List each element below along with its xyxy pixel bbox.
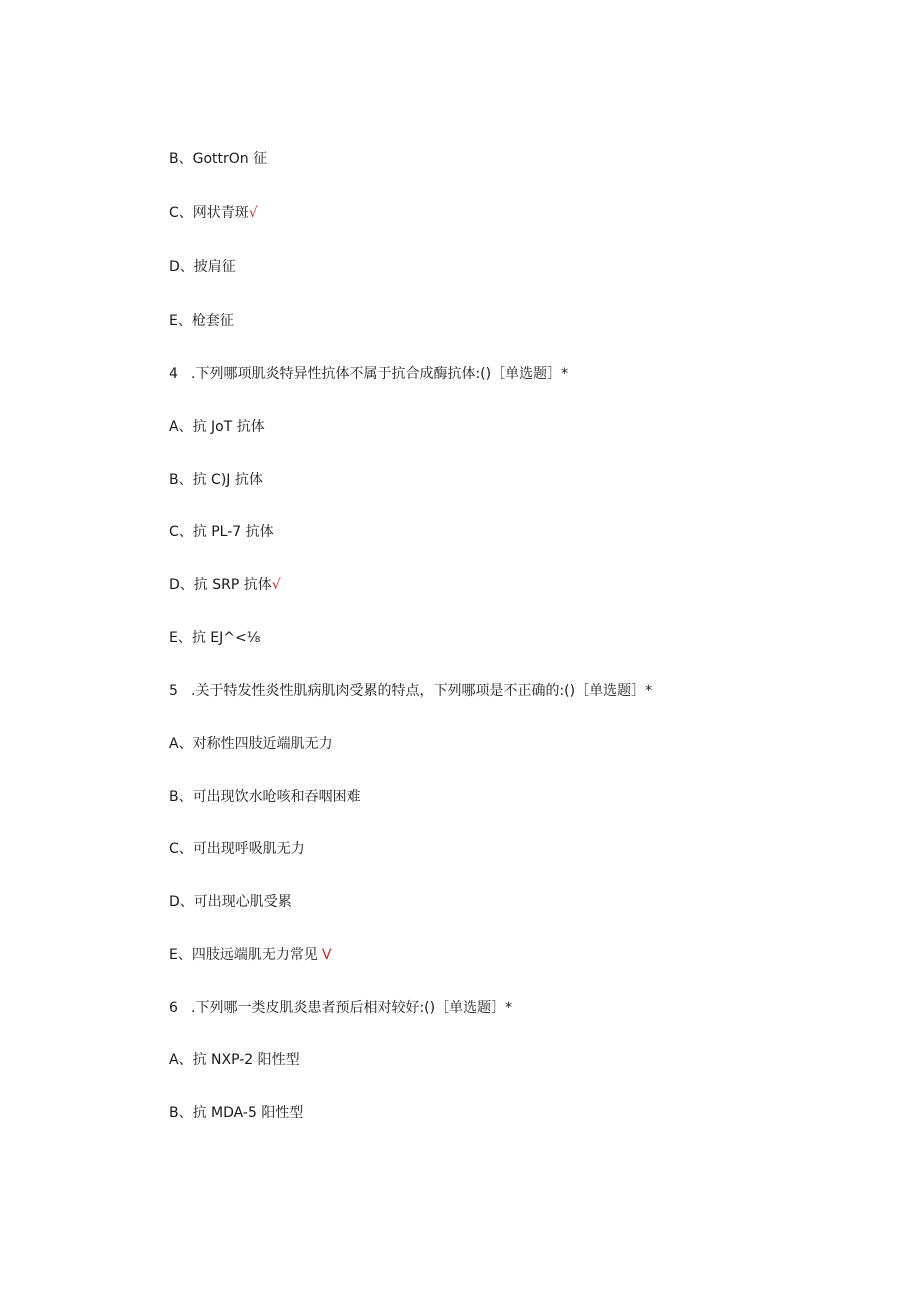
q6-number: 6 [169, 1000, 178, 1016]
q5-option-d [169, 892, 292, 912]
q5-option-a-text: A、对称性四肢近端肌无力 [169, 736, 333, 752]
q5-option-a [169, 734, 333, 754]
q5-number: 5 [169, 683, 178, 699]
q4-option-e-text: E、抗 EJ^<⅛ [169, 630, 261, 646]
correct-answer-checkmark: √ [271, 577, 281, 593]
q4-number: 4 [169, 366, 178, 382]
q4-option-a-text: A、抗 JoT 抗体 [169, 419, 265, 435]
q4-option-d [169, 575, 281, 595]
q4-option-b [169, 470, 263, 490]
q5-option-b [169, 787, 361, 807]
q6-question [169, 998, 512, 1018]
q3-option-c-text: C、网状青斑 [169, 205, 249, 221]
q5-question-text: .关于特发性炎性肌病肌肉受累的特点，下列哪项是不正确的:()［单选题］* [191, 683, 653, 699]
q4-question-text: .下列哪项肌炎特异性抗体不属于抗合成酶抗体:()［单选题］* [191, 366, 569, 382]
q5-option-b-text: B、可出现饮水呛咳和吞咽困难 [169, 789, 361, 805]
q5-option-c-text: C、可出现呼吸肌无力 [169, 841, 305, 857]
q5-option-c [169, 839, 305, 859]
q4-option-c [169, 522, 274, 542]
q5-option-e-text: E、四肢远端肌无力常见 [169, 947, 318, 963]
q3-option-c [169, 203, 258, 223]
q3-option-b [169, 149, 267, 169]
q4-option-e [169, 628, 260, 648]
correct-answer-checkmark: √ [248, 205, 258, 221]
q6-option-a [169, 1050, 300, 1070]
q6-option-b-text: B、抗 MDA-5 阳性型 [169, 1105, 304, 1121]
q5-option-d-text: D、可出现心肌受累 [169, 894, 292, 910]
q4-option-d-text: D、抗 SRP 抗体 [169, 577, 272, 593]
q3-option-d-text: D、披肩征 [169, 259, 236, 275]
q4-option-c-text: C、抗 PL-7 抗体 [169, 524, 274, 540]
q4-question [169, 364, 568, 384]
q6-question-text: .下列哪一类皮肌炎患者预后相对较好:()［单选题］* [191, 1000, 513, 1016]
q4-option-b-text: B、抗 C)J 抗体 [169, 472, 263, 488]
q6-option-a-text: A、抗 NXP-2 阳性型 [169, 1052, 300, 1068]
q4-option-a [169, 417, 265, 437]
q3-option-b-text: B、GottrOn 征 [169, 151, 268, 167]
q6-option-b [169, 1103, 303, 1123]
q3-option-d [169, 257, 236, 277]
q5-question [169, 681, 652, 701]
q3-option-e-text: E、枪套征 [169, 313, 234, 329]
correct-answer-checkmark: V [321, 947, 332, 963]
q5-option-e [169, 945, 331, 965]
q3-option-e [169, 311, 234, 331]
